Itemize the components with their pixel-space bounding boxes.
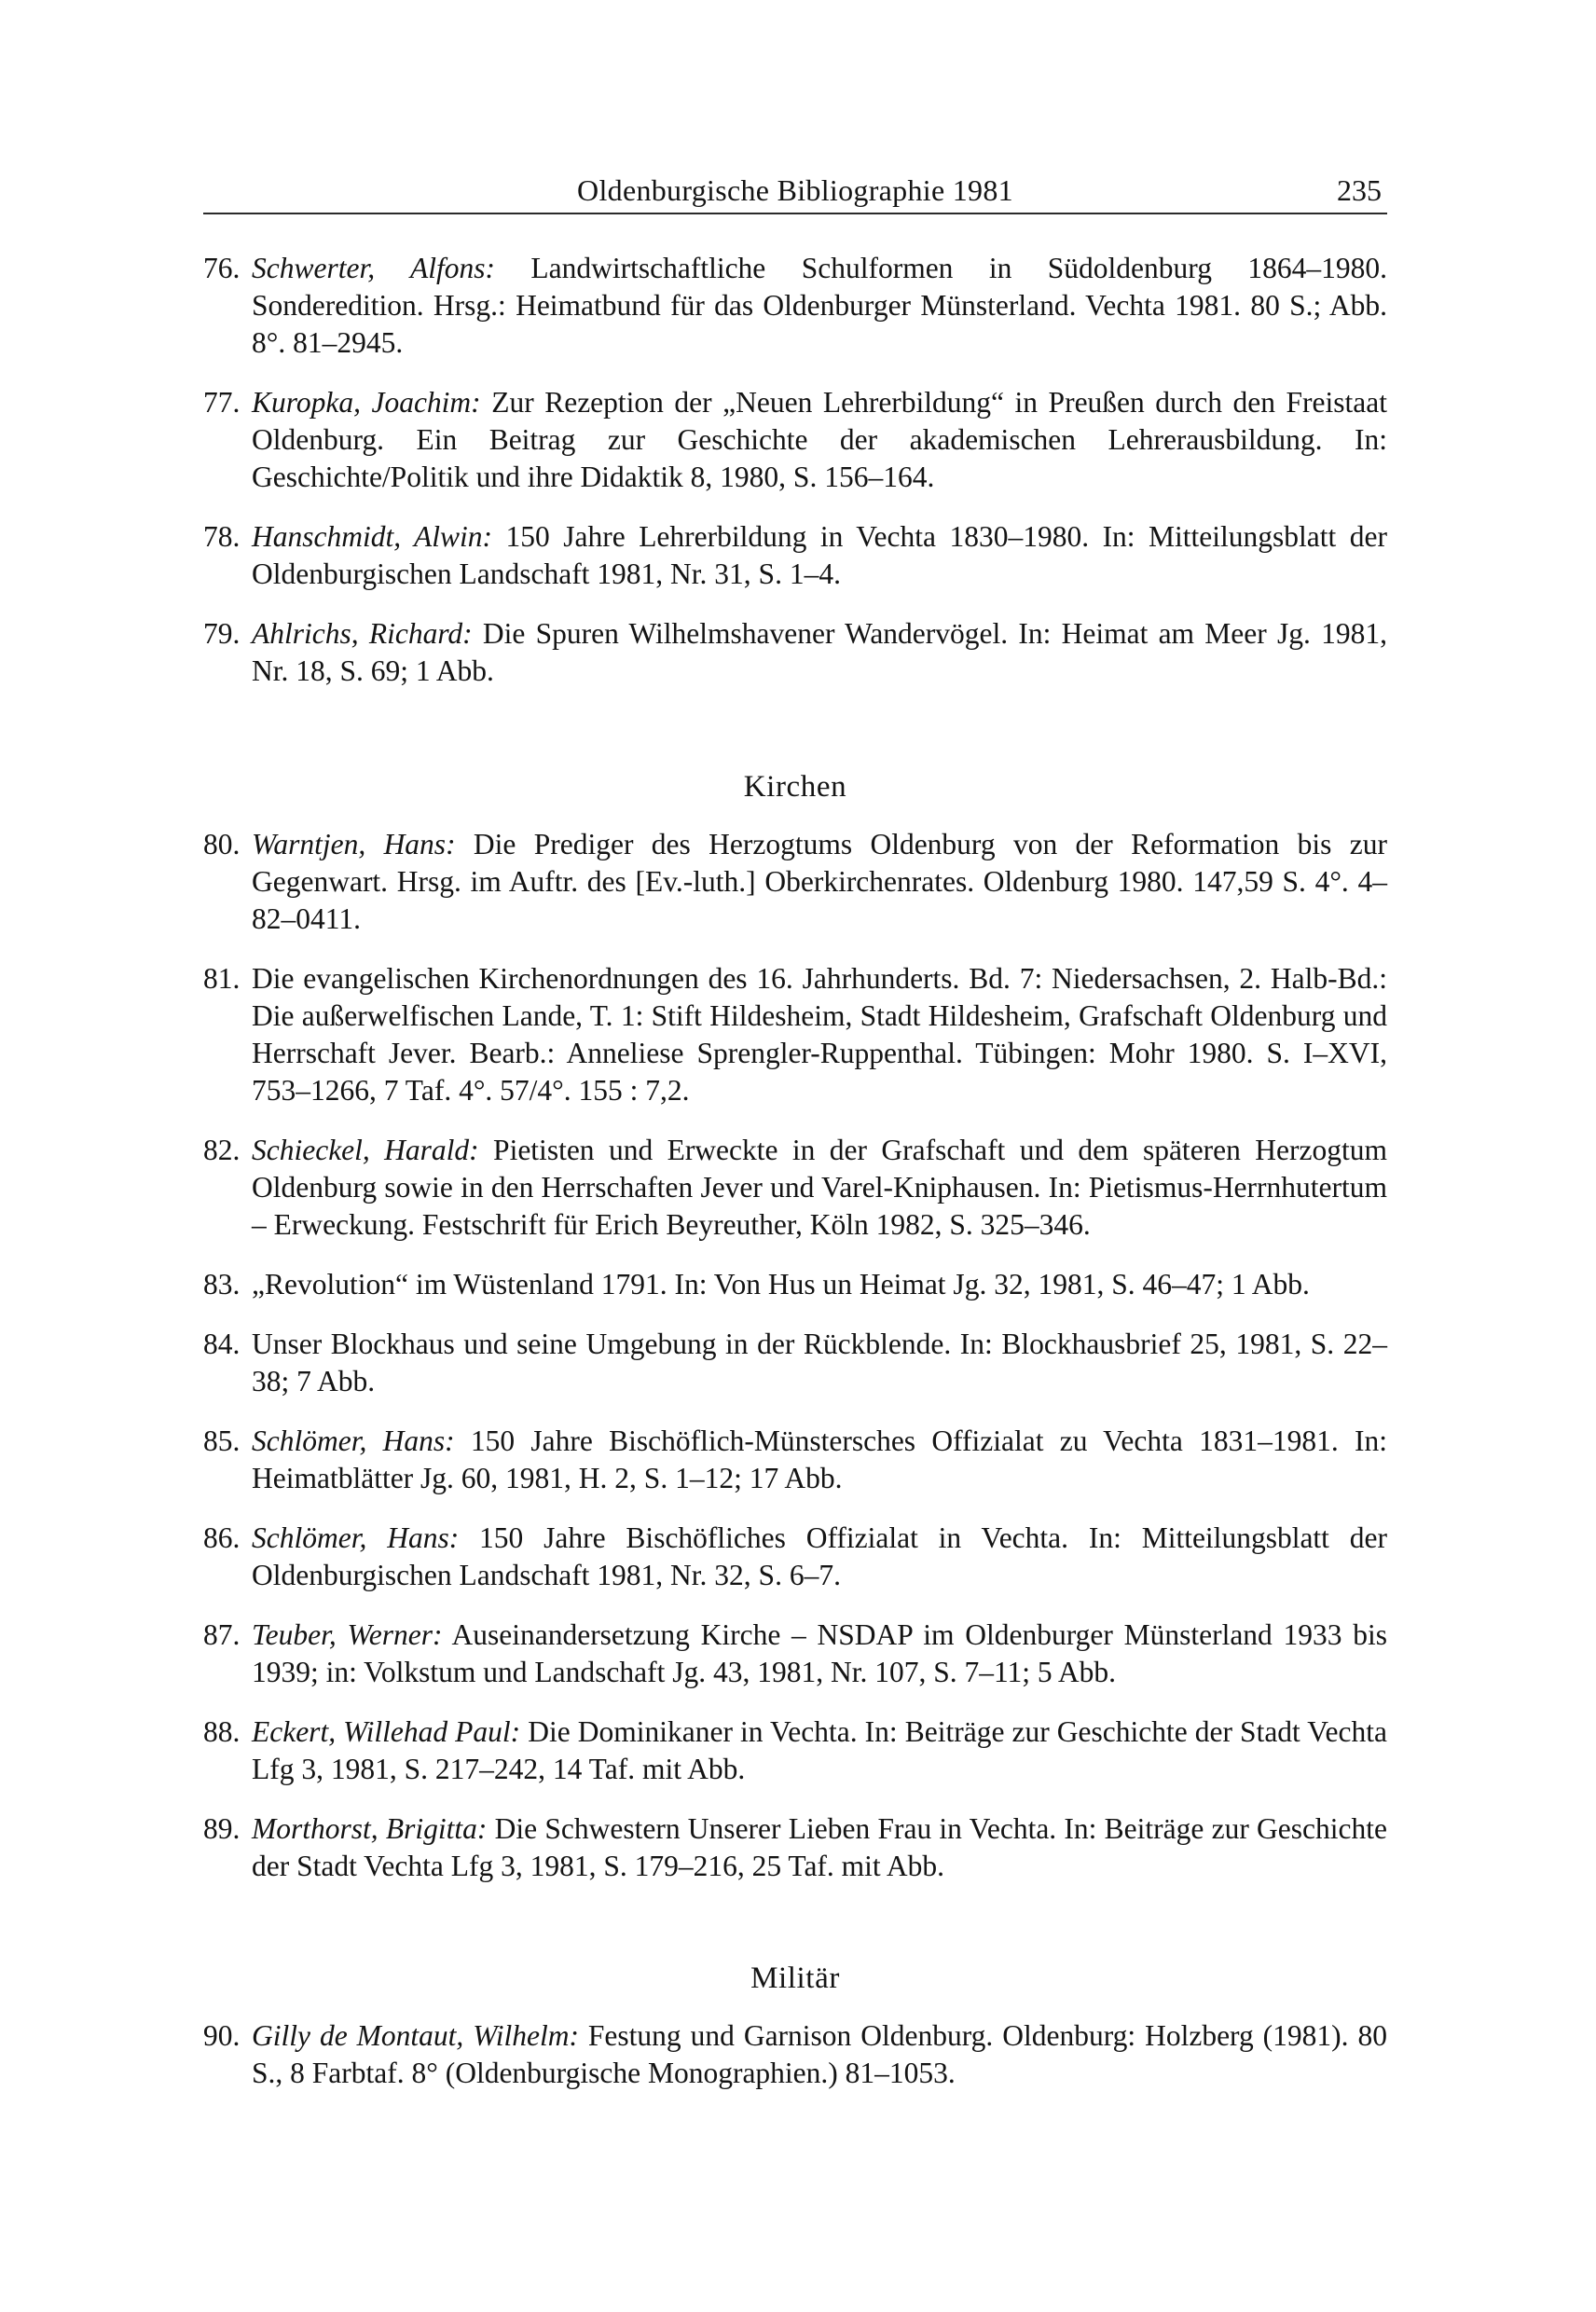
entry-author: Eckert, Willehad Paul: (252, 1715, 521, 1748)
bibliography-entry (203, 1423, 1387, 1497)
entry-author: Warntjen, Hans: (252, 828, 456, 860)
entry-number: 90. (203, 2019, 241, 2052)
entry-text: Unser Blockhaus und seine Umgebung in der Rückblende. In: Blockhausbrief 25, 1981, S. 22–38; 7 Abb. (252, 1328, 1387, 1397)
entry-number: 87. (203, 1618, 241, 1651)
entry-number: 85. (203, 1424, 241, 1457)
running-header (203, 166, 1387, 214)
entry-number: 89. (203, 1812, 241, 1845)
bibliography-entry (203, 1810, 1387, 1885)
bibliography-entry (203, 250, 1387, 362)
entry-author: Schwerter, Alfons: (252, 252, 495, 284)
bibliography-entry (203, 1713, 1387, 1788)
entry-text: 150 Jahre Bischöfliches Offizialat in Vechta. In: Mitteilungsblatt der Oldenburgischen Landschaft 1981, Nr. 32, S. 6–7. (252, 1521, 1387, 1591)
entry-author: Ahlrichs, Richard: (252, 617, 473, 650)
bibliography-entry (203, 1326, 1387, 1400)
entry-text: Festung und Garnison Oldenburg. Oldenburg: Holzberg (1981). 80 S., 8 Farbtaf. 8° (Oldenburgische Monographien.) 81–1053. (252, 2019, 1387, 2089)
entry-author: Schlömer, Hans: (252, 1521, 460, 1554)
bibliography-entry (203, 2017, 1387, 2092)
bibliography-entry (203, 1132, 1387, 1244)
entry-number: 88. (203, 1715, 241, 1748)
bibliography-entry (203, 960, 1387, 1109)
section-heading-kirchen: Kirchen (743, 770, 847, 804)
bibliography-entry (203, 1617, 1387, 1691)
entry-number: 80. (203, 828, 241, 860)
entry-text: Die Dominikaner in Vechta. In: Beiträge zur Geschichte der Stadt Vechta Lfg 3, 1981, S. 217–242, 14 Taf. mit Abb. (252, 1715, 1387, 1785)
bibliography-entry (203, 1266, 1387, 1303)
bibliography-entry (203, 384, 1387, 496)
entry-text: Die evangelischen Kirchenordnungen des 16. Jahrhunderts. Bd. 7: Niedersachsen, 2. Halb-Bd.: Die außerwelfischen Lande, T. 1: Stift Hildesheim, Stadt Hildesheim, Grafschaft Oldenburg und Herrschaft Jever. Bearb.: Anneliese Sprengler-Ruppenthal. Tübingen: Mohr 1980. S. I–XVI, 753–1266, 7 Taf. 4°. 57/4°. 155 : 7,2. (252, 962, 1387, 1107)
entry-text: Die Prediger des Herzogtums Oldenburg von der Reformation bis zur Gegenwart. Hrsg. im Auftr. des [Ev.-luth.] Oberkirchenrates. Oldenburg 1980. 147,59 S. 4°. 4–82–0411. (252, 828, 1387, 935)
entry-number: 83. (203, 1268, 241, 1300)
entry-number: 81. (203, 962, 241, 995)
entry-author: Gilly de Montaut, Wilhelm: (252, 2019, 579, 2052)
entry-number: 78. (203, 520, 241, 553)
entry-text: Auseinandersetzung Kirche – NSDAP im Oldenburger Münsterland 1933 bis 1939; in: Volkstum und Landschaft Jg. 43, 1981, Nr. 107, S. 7–11; 5 Abb. (252, 1618, 1387, 1688)
entry-text: 150 Jahre Lehrerbildung in Vechta 1830–1980. In: Mitteilungsblatt der Oldenburgischen Landschaft 1981, Nr. 31, S. 1–4. (252, 520, 1387, 590)
entry-author: Schlömer, Hans: (252, 1424, 455, 1457)
entry-author: Hanschmidt, Alwin: (252, 520, 493, 553)
entry-number: 79. (203, 617, 241, 650)
entry-number: 76. (203, 252, 241, 284)
bibliography-entry (203, 615, 1387, 690)
entry-author: Kuropka, Joachim: (252, 386, 481, 419)
entry-number: 82. (203, 1134, 241, 1166)
entry-text: „Revolution“ im Wüstenland 1791. In: Von Hus un Heimat Jg. 32, 1981, S. 46–47; 1 Abb. (252, 1268, 1310, 1300)
entry-text: Die Spuren Wilhelmshavener Wandervögel. In: Heimat am Meer Jg. 1981, Nr. 18, S. 69; 1 Abb. (252, 617, 1387, 687)
entry-text: Pietisten und Erweckte in der Grafschaft und dem späteren Herzogtum Oldenburg sowie in den Herrschaften Jever und Varel-Kniphausen. In: Pietismus-Herrnhutertum – Erweckung. Festschrift für Erich Beyreuther, Köln 1982, S. 325–346. (252, 1134, 1387, 1241)
entry-text: Landwirtschaftliche Schulformen in Südoldenburg 1864–1980. Sonderedition. Hrsg.: Heimatbund für das Oldenburger Münsterland. Vechta 1981. 80 S.; Abb. 8°. 81–2945. (252, 252, 1388, 359)
entry-number: 77. (203, 386, 241, 419)
bibliography-entry (203, 1520, 1387, 1594)
entry-text: Zur Rezeption der „Neuen Lehrerbildung“ in Preußen durch den Freistaat Oldenburg. Ein Beitrag zur Geschichte der akademischen Lehrerausbildung. In: Geschichte/Politik und ihre Didaktik 8, 1980, S. 156–164. (252, 386, 1387, 493)
entry-number: 86. (203, 1521, 241, 1554)
section-heading-militaer: Militär (750, 1961, 840, 1995)
bibliography-list (203, 250, 1387, 2092)
entry-author: Schieckel, Harald: (252, 1134, 479, 1166)
entry-number: 84. (203, 1328, 241, 1360)
entry-text: 150 Jahre Bischöflich-Münstersches Offizialat zu Vechta 1831–1981. In: Heimatblätter Jg. 60, 1981, H. 2, S. 1–12; 17 Abb. (252, 1424, 1387, 1494)
page-number: 235 (1337, 173, 1382, 207)
bibliography-entry (203, 826, 1387, 938)
entry-author: Morthorst, Brigitta: (252, 1812, 488, 1845)
entry-author: Teuber, Werner: (252, 1618, 443, 1651)
running-title: Oldenburgische Bibliographie 1981 (577, 173, 1013, 207)
bibliography-entry (203, 518, 1387, 593)
entry-text: Die Schwestern Unserer Lieben Frau in Vechta. In: Beiträge zur Geschichte der Stadt Vechta Lfg 3, 1981, S. 179–216, 25 Taf. mit Abb. (252, 1812, 1387, 1882)
